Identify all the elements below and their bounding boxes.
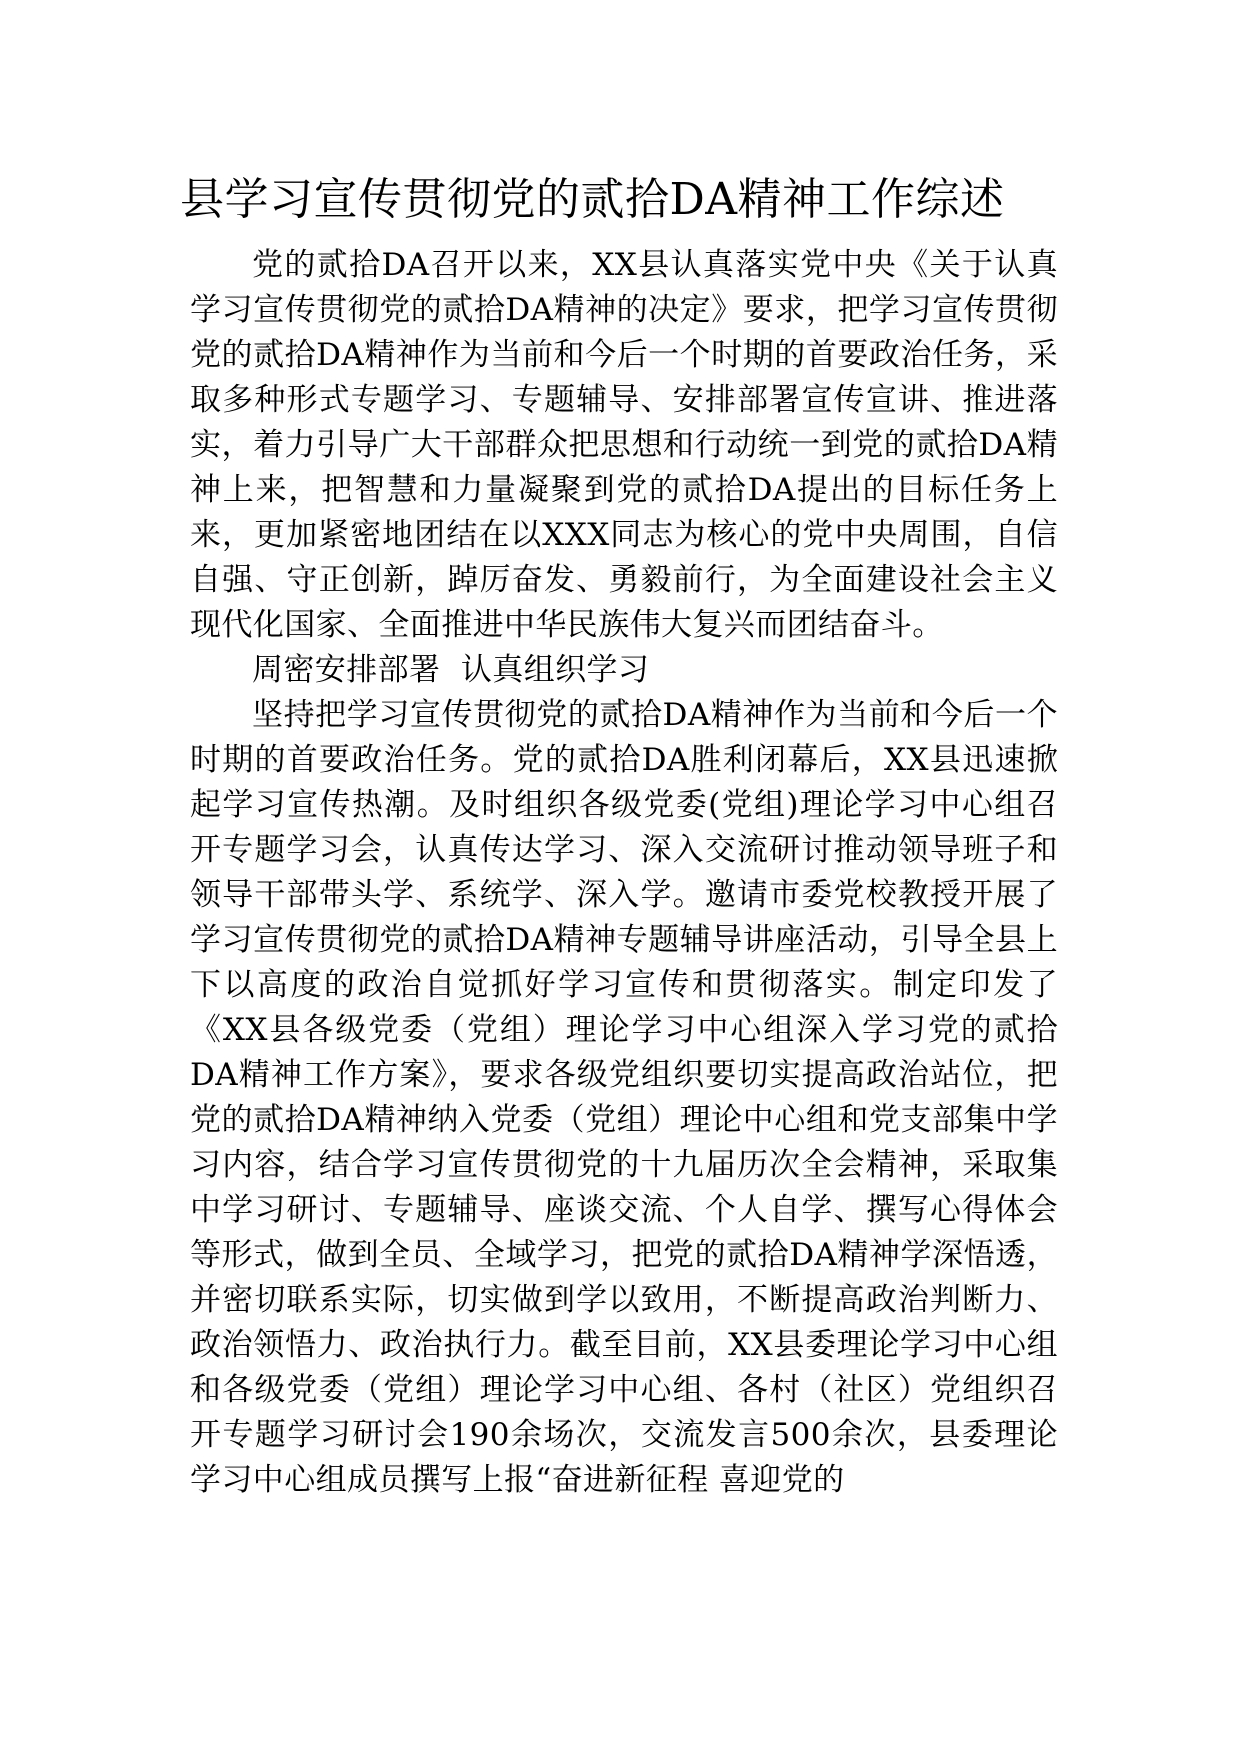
document-body — [190, 243, 1058, 1503]
section-heading: 周密安排部署 认真组织学习 — [252, 652, 650, 688]
section-paragraph: 坚持把学习宣传贯彻党的贰拾DA精神作为当前和今后一个时期的首要政治任务。党的贰拾DA胜利闭幕后，XX县迅速掀起学习宣传热潮。及时组织各级党委(党组)理论学习中心组召开专题学习会，认真传达学习、深入交流研讨推动领导班子和领导干部带头学、系统学、深入学。邀请市委党校教授开展了学习宣传贯彻党的贰拾DA精神专题辅导讲座活动，引导全县上下以高度的政治自觉抓好学习宣传和贯彻落实。制定印发了《XX县各级党委（党组）理论学习中心组深入学习党的贰拾DA精神工作方案》，要求各级党组织要切实提高政治站位，把党的贰拾DA精神纳入党委（党组）理论中心组和党支部集中学习内容，结合学习宣传贯彻党的十九届历次全会精神，采取集中学习研讨、专题辅导、座谈交流、个人自学、撰写心得体会等形式，做到全员、全域学习，把党的贰拾DA精神学深悟透，并密切联系实际，切实做到学以致用，不断提高政治判断力、政治领悟力、政治执行力。截至目前，XX县委理论学习中心组和各级党委（党组）理论学习中心组、各村（社区）党组织召开专题学习研讨会190余场次，交流发言500余次，县委理论学习中心组成员撰写上报“奋进新征程 喜迎党的 — [190, 697, 1058, 1498]
document-title: 县学习宣传贯彻党的贰拾DA精神工作综述 — [180, 174, 1005, 225]
intro-paragraph: 党的贰拾DA召开以来，XX县认真落实党中央《关于认真学习宣传贯彻党的贰拾DA精神的决定》要求，把学习宣传贯彻党的贰拾DA精神作为当前和今后一个时期的首要政治任务，采取多种形式专题学习、专题辅导、安排部署宣传宣讲、推进落实，着力引导广大干部群众把思想和行动统一到党的贰拾DA精神上来，把智慧和力量凝聚到党的贰拾DA提出的目标任务上来，更加紧密地团结在以XXX同志为核心的党中央周围，自信自强、守正创新，踔厉奋发、勇毅前行，为全面建设社会主义现代化国家、全面推进中华民族伟大复兴而团结奋斗。 — [190, 247, 1058, 643]
